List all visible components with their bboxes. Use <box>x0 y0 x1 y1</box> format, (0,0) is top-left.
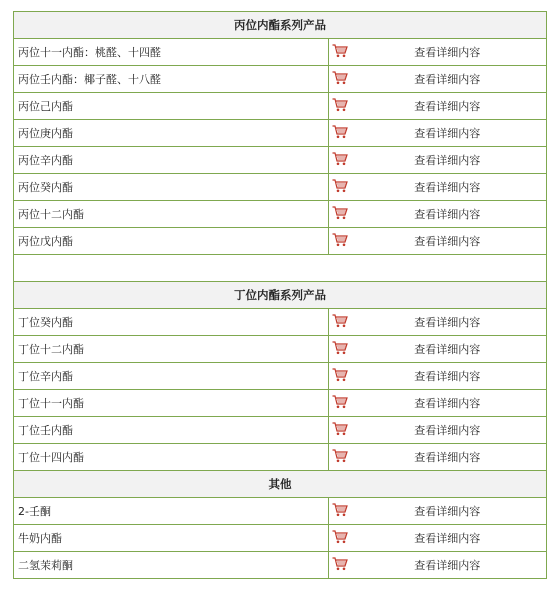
product-name: 丁位辛内酯 <box>14 363 329 390</box>
add-to-cart-button[interactable] <box>329 120 391 147</box>
view-details-link[interactable]: 查看详细内容 <box>414 127 481 140</box>
section-spacer <box>14 255 547 282</box>
product-name: 丁位十二内酯 <box>14 336 329 363</box>
shopping-cart-icon[interactable] <box>332 368 348 382</box>
add-to-cart-button[interactable] <box>329 228 391 255</box>
view-details-link[interactable]: 查看详细内容 <box>414 451 481 464</box>
product-row <box>14 363 547 390</box>
view-details-link[interactable]: 查看详细内容 <box>414 73 481 86</box>
add-to-cart-button[interactable] <box>329 525 391 552</box>
product-name: 丁位十四内酯 <box>14 444 329 471</box>
shopping-cart-icon[interactable] <box>332 233 348 247</box>
shopping-cart-icon[interactable] <box>332 152 348 166</box>
add-to-cart-button[interactable] <box>329 390 391 417</box>
product-name: 丙位庚内酯 <box>14 120 329 147</box>
product-row <box>14 228 547 255</box>
view-details-link[interactable]: 查看详细内容 <box>414 316 481 329</box>
view-details-link[interactable]: 查看详细内容 <box>414 100 481 113</box>
add-to-cart-button[interactable] <box>329 552 391 579</box>
product-row <box>14 444 547 471</box>
product-row <box>14 498 547 525</box>
view-details-link[interactable]: 查看详细内容 <box>414 208 481 221</box>
shopping-cart-icon[interactable] <box>332 422 348 436</box>
product-name: 丁位癸内酯 <box>14 309 329 336</box>
shopping-cart-icon[interactable] <box>332 179 348 193</box>
product-name: 丙位十一内酯：桃醛、十四醛 <box>14 39 329 66</box>
product-name: 丙位癸内酯 <box>14 174 329 201</box>
product-name: 丙位壬内酯：椰子醛、十八醛 <box>14 66 329 93</box>
view-details-link[interactable]: 查看详细内容 <box>414 424 481 437</box>
section-title: 丙位内酯系列产品 <box>14 12 547 39</box>
add-to-cart-button[interactable] <box>329 147 391 174</box>
product-row <box>14 147 547 174</box>
view-details-link[interactable]: 查看详细内容 <box>414 235 481 248</box>
section-header <box>14 471 547 498</box>
shopping-cart-icon[interactable] <box>332 503 348 517</box>
product-name: 牛奶内酯 <box>14 525 329 552</box>
section-header <box>14 282 547 309</box>
product-row <box>14 417 547 444</box>
product-row <box>14 66 547 93</box>
product-row <box>14 552 547 579</box>
view-details-link[interactable]: 查看详细内容 <box>414 181 481 194</box>
view-details-link[interactable]: 查看详细内容 <box>414 46 481 59</box>
add-to-cart-button[interactable] <box>329 93 391 120</box>
product-table <box>13 11 547 579</box>
shopping-cart-icon[interactable] <box>332 557 348 571</box>
shopping-cart-icon[interactable] <box>332 314 348 328</box>
view-details-link[interactable]: 查看详细内容 <box>414 505 481 518</box>
product-row <box>14 174 547 201</box>
view-details-link[interactable]: 查看详细内容 <box>414 559 481 572</box>
product-name: 丙位己内酯 <box>14 93 329 120</box>
shopping-cart-icon[interactable] <box>332 44 348 58</box>
product-row <box>14 39 547 66</box>
section-title: 丁位内酯系列产品 <box>14 282 547 309</box>
shopping-cart-icon[interactable] <box>332 530 348 544</box>
shopping-cart-icon[interactable] <box>332 449 348 463</box>
shopping-cart-icon[interactable] <box>332 341 348 355</box>
product-name: 丁位壬内酯 <box>14 417 329 444</box>
add-to-cart-button[interactable] <box>329 66 391 93</box>
add-to-cart-button[interactable] <box>329 309 391 336</box>
shopping-cart-icon[interactable] <box>332 125 348 139</box>
shopping-cart-icon[interactable] <box>332 71 348 85</box>
section-title: 其他 <box>14 471 547 498</box>
product-name: 二氢茉莉酮 <box>14 552 329 579</box>
product-list <box>13 11 546 579</box>
shopping-cart-icon[interactable] <box>332 206 348 220</box>
product-name: 丙位辛内酯 <box>14 147 329 174</box>
product-name: 丙位戊内酯 <box>14 228 329 255</box>
product-name: 丙位十二内酯 <box>14 201 329 228</box>
add-to-cart-button[interactable] <box>329 39 391 66</box>
add-to-cart-button[interactable] <box>329 201 391 228</box>
product-row <box>14 309 547 336</box>
product-row <box>14 336 547 363</box>
view-details-link[interactable]: 查看详细内容 <box>414 397 481 410</box>
product-row <box>14 120 547 147</box>
add-to-cart-button[interactable] <box>329 336 391 363</box>
view-details-link[interactable]: 查看详细内容 <box>414 532 481 545</box>
section-header <box>14 12 547 39</box>
view-details-link[interactable]: 查看详细内容 <box>414 370 481 383</box>
view-details-link[interactable]: 查看详细内容 <box>414 154 481 167</box>
product-row <box>14 93 547 120</box>
product-row <box>14 390 547 417</box>
add-to-cart-button[interactable] <box>329 417 391 444</box>
product-row <box>14 201 547 228</box>
shopping-cart-icon[interactable] <box>332 395 348 409</box>
add-to-cart-button[interactable] <box>329 363 391 390</box>
shopping-cart-icon[interactable] <box>332 98 348 112</box>
add-to-cart-button[interactable] <box>329 174 391 201</box>
product-name: 丁位十一内酯 <box>14 390 329 417</box>
view-details-link[interactable]: 查看详细内容 <box>414 343 481 356</box>
add-to-cart-button[interactable] <box>329 444 391 471</box>
add-to-cart-button[interactable] <box>329 498 391 525</box>
product-name: 2-壬酮 <box>14 498 329 525</box>
product-row <box>14 525 547 552</box>
